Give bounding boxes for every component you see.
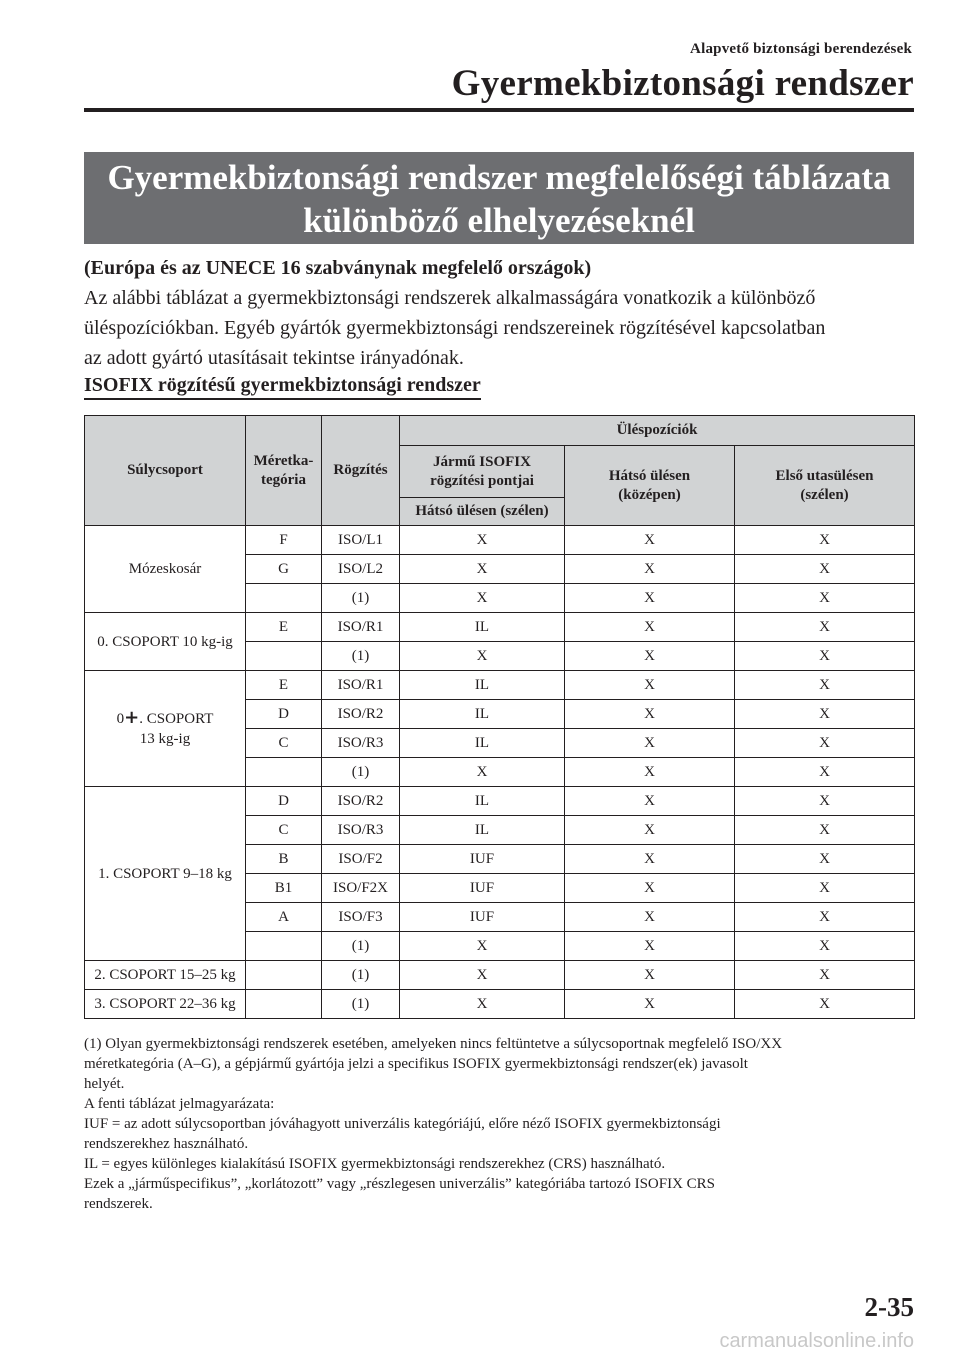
footnote-line: A fenti táblázat jelmagyarázata:: [84, 1096, 275, 1112]
rear-center-cell: X: [565, 555, 735, 584]
header-isofix-line-2: rögzítési pontjai: [430, 472, 534, 489]
size-cell: [246, 990, 322, 1019]
intro-line: Az alábbi táblázat a gyermekbiztonsági rendszerek alkalmasságára vonatkozik a különböző: [84, 287, 816, 309]
fixture-cell: ISO/F2X: [322, 874, 400, 903]
fixture-cell: ISO/F3: [322, 903, 400, 932]
weight-group-cell: 1. CSOPORT 9–18 kg: [85, 787, 246, 961]
isofix-cell: IUF: [400, 903, 565, 932]
isofix-cell: IL: [400, 671, 565, 700]
rear-center-cell: X: [565, 845, 735, 874]
fixture-cell: (1): [322, 642, 400, 671]
rear-center-cell: X: [565, 613, 735, 642]
weight-group-cell: 3. CSOPORT 22–36 kg: [85, 990, 246, 1019]
plus-icon: +: [124, 707, 140, 728]
isofix-cell: IL: [400, 700, 565, 729]
size-cell: [246, 961, 322, 990]
front-outer-cell: X: [735, 584, 915, 613]
page-number: 2-35: [864, 1292, 914, 1322]
header-size-category: [246, 416, 322, 526]
footnote-line: Ezek a „járműspecifikus”, „korlátozott” vagy „részlegesen univerzális” kategóriába tartozó ISOFIX CRS: [84, 1176, 716, 1192]
header-rear-center-line-2: (középen): [618, 486, 681, 503]
isofix-cell: X: [400, 526, 565, 555]
size-cell: D: [246, 787, 322, 816]
front-outer-cell: X: [735, 816, 915, 845]
group-label-main: . CSOPORT: [139, 711, 214, 727]
footnote-line: helyét.: [84, 1076, 125, 1092]
isofix-cell: X: [400, 758, 565, 787]
rear-center-cell: X: [565, 903, 735, 932]
header-size-line-1: Méretka-: [253, 452, 314, 469]
rear-center-cell: X: [565, 584, 735, 613]
header-isofix-points: [400, 446, 565, 498]
front-outer-cell: X: [735, 613, 915, 642]
isofix-cell: IL: [400, 729, 565, 758]
intro-paragraph: [84, 283, 924, 373]
fixture-cell: ISO/R1: [322, 613, 400, 642]
size-cell: B1: [246, 874, 322, 903]
rear-center-cell: X: [565, 932, 735, 961]
rear-center-cell: X: [565, 816, 735, 845]
weight-group-cell: Mózeskosár: [85, 526, 246, 613]
size-cell: [246, 642, 322, 671]
weight-group-cell: 2. CSOPORT 15–25 kg: [85, 961, 246, 990]
fixture-cell: ISO/R3: [322, 729, 400, 758]
isofix-cell: X: [400, 961, 565, 990]
header-weight-group: Súlycsoport: [85, 416, 246, 526]
isofix-cell: X: [400, 642, 565, 671]
rear-center-cell: X: [565, 874, 735, 903]
fixture-cell: (1): [322, 584, 400, 613]
banner-line-2: különböző elhelyezéseknél: [303, 201, 695, 240]
front-outer-cell: X: [735, 526, 915, 555]
size-cell: D: [246, 700, 322, 729]
size-cell: C: [246, 816, 322, 845]
header-rule: [84, 108, 914, 112]
table-row: [85, 787, 915, 816]
weight-group-cell: [85, 671, 246, 787]
front-outer-cell: X: [735, 845, 915, 874]
watermark: carmanualsonline.info: [719, 1330, 914, 1352]
table-row: [85, 613, 915, 642]
rear-center-cell: X: [565, 961, 735, 990]
size-cell: G: [246, 555, 322, 584]
front-outer-cell: X: [735, 874, 915, 903]
header-isofix-line-1: Jármű ISOFIX: [433, 453, 531, 470]
header-rear-center-line-1: Hátsó ülésen: [608, 467, 691, 484]
fixture-cell: ISO/R2: [322, 700, 400, 729]
footnote-line: (1) Olyan gyermekbiztonsági rendszerek esetében, amelyeken nincs feltüntetve a súlycsoportnak megfelelő ISO/XX: [84, 1036, 783, 1052]
intro-line: üléspozíciókban. Egyéb gyártók gyermekbiztonsági rendszereinek rögzítésével kapcsolatban: [84, 317, 826, 339]
isofix-cell: IL: [400, 816, 565, 845]
size-cell: [246, 758, 322, 787]
front-outer-cell: X: [735, 729, 915, 758]
footnote-line: IL = egyes különleges kialakítású ISOFIX gyermekbiztonsági rendszerekhez (CRS) használható.: [84, 1156, 666, 1172]
front-outer-cell: X: [735, 555, 915, 584]
size-cell: B: [246, 845, 322, 874]
footnote-line: méretkategória (A–G), a gépjármű gyártója jelzi a specifikus ISOFIX gyermekbiztonsági rendszer(ek) javasolt: [84, 1056, 748, 1072]
front-outer-cell: X: [735, 961, 915, 990]
isofix-cell: IL: [400, 787, 565, 816]
front-outer-cell: X: [735, 932, 915, 961]
compatibility-table: [84, 415, 915, 1019]
header-fixture: Rögzítés: [322, 416, 400, 526]
section-title-header: Gyermekbiztonsági rendszer: [451, 63, 914, 104]
table-row: [85, 671, 915, 700]
size-cell: A: [246, 903, 322, 932]
intro-line: az adott gyártó utasításait tekintse irányadónak.: [84, 347, 464, 369]
footnotes: [84, 1034, 924, 1214]
front-outer-cell: X: [735, 787, 915, 816]
group-label-prefix: 0: [116, 711, 125, 727]
rear-center-cell: X: [565, 758, 735, 787]
isofix-cell: X: [400, 990, 565, 1019]
isofix-cell: X: [400, 555, 565, 584]
isofix-section-heading: ISOFIX rögzítésű gyermekbiztonsági rendszer: [84, 374, 481, 400]
page-banner: [84, 152, 914, 244]
table-row: [85, 990, 915, 1019]
front-outer-cell: X: [735, 758, 915, 787]
front-outer-cell: X: [735, 990, 915, 1019]
weight-group-cell: 0. CSOPORT 10 kg-ig: [85, 613, 246, 671]
front-outer-cell: X: [735, 700, 915, 729]
front-outer-cell: X: [735, 671, 915, 700]
fixture-cell: ISO/L1: [322, 526, 400, 555]
size-cell: C: [246, 729, 322, 758]
fixture-cell: (1): [322, 758, 400, 787]
rear-center-cell: X: [565, 700, 735, 729]
region-subtitle: (Európa és az UNECE 16 szabványnak megfelelő országok): [84, 257, 592, 279]
header-rear-outer: Hátsó ülésen (szélen): [400, 498, 565, 526]
rear-center-cell: X: [565, 990, 735, 1019]
footnote-line: rendszerek.: [84, 1196, 153, 1212]
header-front-outer: [735, 446, 915, 526]
header-seat-positions: Üléspozíciók: [400, 416, 915, 446]
header-size-line-2: tegória: [261, 471, 306, 488]
isofix-cell: IUF: [400, 845, 565, 874]
fixture-cell: ISO/L2: [322, 555, 400, 584]
rear-center-cell: X: [565, 787, 735, 816]
fixture-cell: (1): [322, 990, 400, 1019]
header-rear-center: [565, 446, 735, 526]
rear-center-cell: X: [565, 526, 735, 555]
header-front-outer-line-1: Első utasülésen: [775, 467, 874, 484]
size-cell: F: [246, 526, 322, 555]
fixture-cell: (1): [322, 932, 400, 961]
header-front-outer-line-2: (szélen): [800, 486, 849, 503]
footnote-line: IUF = az adott súlycsoportban jóváhagyott univerzális kategóriájú, előre néző ISOFIX gyermekbiztonsági: [84, 1116, 721, 1132]
isofix-cell: X: [400, 932, 565, 961]
fixture-cell: ISO/R2: [322, 787, 400, 816]
fixture-cell: ISO/R3: [322, 816, 400, 845]
footnote-line: rendszerekhez használható.: [84, 1136, 249, 1152]
group-label-weight: 13 kg-ig: [139, 731, 191, 747]
banner-line-1: Gyermekbiztonsági rendszer megfelelőségi táblázata: [107, 158, 891, 197]
front-outer-cell: X: [735, 903, 915, 932]
isofix-cell: IUF: [400, 874, 565, 903]
table-row: [85, 526, 915, 555]
isofix-cell: IL: [400, 613, 565, 642]
rear-center-cell: X: [565, 671, 735, 700]
front-outer-cell: X: [735, 642, 915, 671]
fixture-cell: ISO/F2: [322, 845, 400, 874]
size-cell: [246, 584, 322, 613]
isofix-cell: X: [400, 584, 565, 613]
size-cell: E: [246, 613, 322, 642]
fixture-cell: ISO/R1: [322, 671, 400, 700]
chapter-title: Alapvető biztonsági berendezések: [690, 41, 912, 57]
rear-center-cell: X: [565, 729, 735, 758]
size-cell: [246, 932, 322, 961]
rear-center-cell: X: [565, 642, 735, 671]
fixture-cell: (1): [322, 961, 400, 990]
table-row: [85, 961, 915, 990]
size-cell: E: [246, 671, 322, 700]
